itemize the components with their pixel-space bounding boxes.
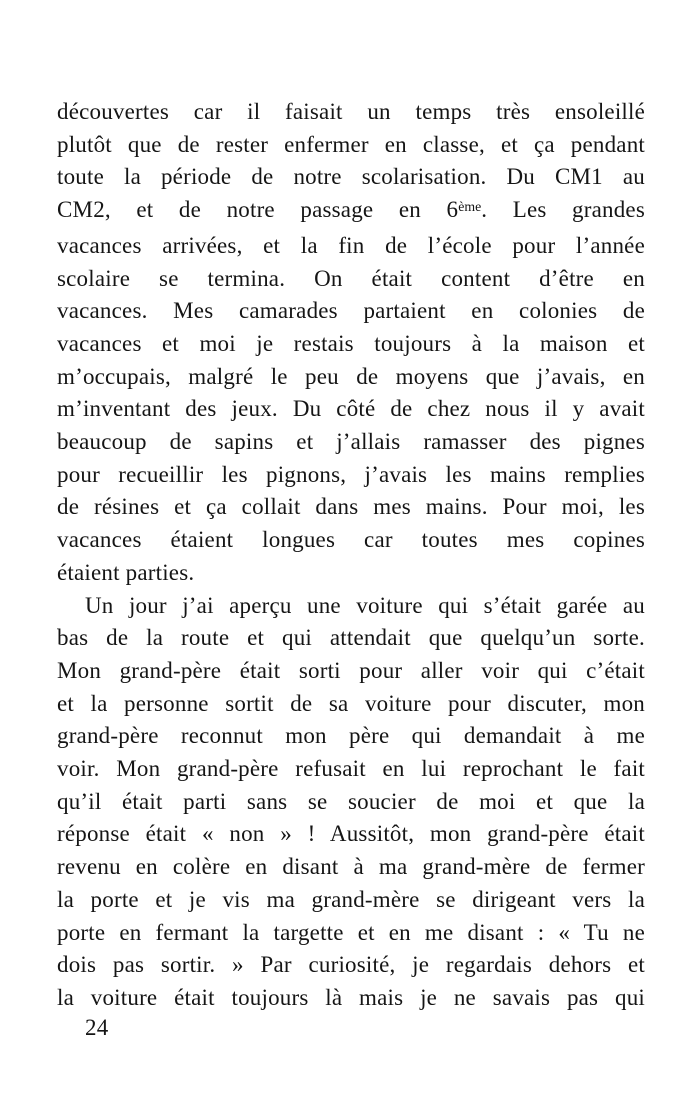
text-line: vacances étaient longues car toutes mes copines — [57, 527, 645, 553]
text-block — [57, 96, 645, 1015]
text-line: porte en fermant la targette et en me disant : « Tu ne — [57, 919, 645, 945]
ordinal-superscript: ème — [458, 198, 482, 214]
text-line: réponse était « non » ! Aussitôt, mon grand-père était — [57, 821, 645, 847]
text-line: découvertes car il faisait un temps très ensoleillé — [57, 99, 645, 124]
text-line: grand-père reconnut mon père qui demandait à me — [57, 723, 645, 749]
text-line: bas de la route et qui attendait que quelqu’un sorte. — [57, 625, 645, 651]
text-line: Mon grand-père était sorti pour aller voir qui c’était — [57, 657, 645, 683]
text-line: m’inventant des jeux. Du côté de chez nous il y avait — [57, 396, 645, 422]
text-line — [57, 194, 645, 230]
text-line: dois pas sortir. » Par curiosité, je regardais dehors et — [57, 952, 645, 978]
text-line: qu’il était parti sans se soucier de moi et que la — [57, 788, 645, 814]
text-line: plutôt que de rester enfermer en classe, et ça pendant — [57, 131, 645, 157]
line-segment: CM2, et de notre passage en 6 — [57, 197, 459, 223]
text-line: vacances et moi je restais toujours à la maison et — [57, 330, 645, 356]
text-line: pour recueillir les pignons, j’avais les mains remplies — [57, 461, 645, 487]
text-line: voir. Mon grand-père refusait en lui reprochant le fait — [57, 756, 645, 782]
text-line: m’occupais, malgré le peu de moyens que j’avais, en — [57, 363, 645, 389]
text-line: toute la période de notre scolarisation. Du CM1 au — [57, 164, 645, 190]
text-line: étaient parties. — [57, 559, 195, 585]
text-line: scolaire se termina. On était content d’être en — [57, 265, 645, 291]
text-line: beaucoup de sapins et j’allais ramasser des pignes — [57, 429, 645, 455]
line-segment: . Les grandes — [481, 197, 645, 223]
text-line: revenu en colère en disant à ma grand-mère de fermer — [57, 854, 645, 880]
text-line: de résines et ça collait dans mes mains. Pour moi, les — [57, 494, 645, 520]
text-line: Un jour j’ai aperçu une voiture qui s’était garée au — [85, 592, 645, 618]
text-line: et la personne sortit de sa voiture pour discuter, mon — [57, 690, 645, 716]
text-line: vacances. Mes camarades partaient en colonies de — [57, 298, 645, 324]
text-line: vacances arrivées, et la fin de l’école pour l’année — [57, 232, 645, 258]
text-line: la voiture était toujours là mais je ne savais pas qui — [57, 984, 645, 1010]
page-number: 24 — [85, 1015, 109, 1040]
text-line: la porte et je vis ma grand-mère se dirigeant vers la — [57, 886, 645, 912]
